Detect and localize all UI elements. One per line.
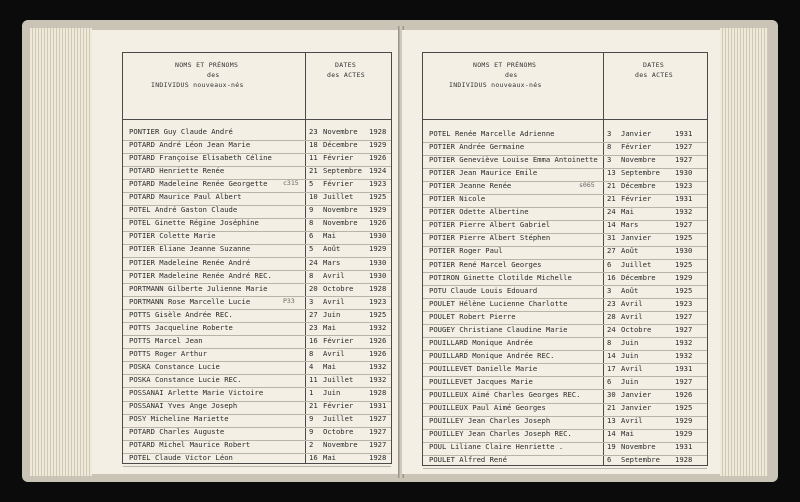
entry-name: POTIER Eliane Jeanne Suzanne bbox=[129, 244, 251, 254]
entry-name: POTARD Michel Maurice Robert bbox=[129, 440, 251, 450]
entry-name: POTARD Françoise Elisabeth Céline bbox=[129, 153, 272, 163]
right-header-names: NOMS ET PRÉNOMS bbox=[473, 61, 537, 69]
entry-day: 10 bbox=[309, 192, 318, 202]
entry-day: 18 bbox=[309, 140, 318, 150]
entry-month: Juillet bbox=[621, 259, 652, 269]
entry-month: Septembre bbox=[621, 455, 660, 465]
entry-month: Décembre bbox=[621, 272, 656, 282]
entry-day: 16 bbox=[607, 272, 616, 282]
entry-name: POUILLEY Jean Charles Joseph bbox=[429, 416, 551, 426]
entry-year: 1931 bbox=[675, 129, 693, 138]
entry-year: 1927 bbox=[675, 155, 693, 165]
entry-month: Septembre bbox=[323, 166, 362, 176]
entry-day: 6 bbox=[607, 376, 612, 386]
entry-day: 30 bbox=[607, 390, 616, 399]
entry-year: 1930 bbox=[369, 257, 387, 267]
entry-day: 2 bbox=[309, 440, 314, 450]
entry-month: Août bbox=[323, 244, 341, 254]
entry-year: 1927 bbox=[675, 324, 693, 334]
entry-name: PORTMANN Rose Marcelle Lucie bbox=[129, 296, 251, 306]
entry-name: POUILLEUX Paul Aimé Georges bbox=[429, 403, 546, 413]
left-header-dates: DATES bbox=[335, 61, 357, 69]
entry-month: Novembre bbox=[323, 440, 358, 450]
entry-name: POUILLEVET Jacques Marie bbox=[429, 376, 533, 386]
entry-month: Décembre bbox=[323, 140, 358, 150]
left-header-individus: INDIVIDUS nouveaux-nés bbox=[151, 81, 244, 89]
entry-day: 21 bbox=[607, 403, 616, 413]
entry-day: 24 bbox=[607, 207, 616, 217]
entry-month: Février bbox=[621, 142, 652, 152]
entry-name: POTIER Odette Albertine bbox=[429, 207, 529, 217]
entry-day: 19 bbox=[607, 442, 616, 452]
entry-day: 14 bbox=[607, 350, 616, 360]
page-edges-right bbox=[720, 28, 768, 476]
entry-day: 21 bbox=[607, 181, 616, 191]
entry-year: 1932 bbox=[369, 322, 387, 332]
entry-day: 3 bbox=[607, 129, 612, 138]
right-register-table bbox=[422, 52, 708, 466]
entry-year: 1926 bbox=[369, 348, 387, 358]
entry-year: 1925 bbox=[675, 285, 693, 295]
entry-day: 11 bbox=[309, 374, 318, 384]
entry-name: POTIER Madeleine Renée André bbox=[129, 257, 251, 267]
entry-day: 16 bbox=[309, 453, 318, 463]
entry-name: POULET Robert Pierre bbox=[429, 311, 516, 321]
right-header-dates: DATES bbox=[643, 61, 665, 69]
entry-month: Novembre bbox=[323, 218, 358, 228]
entry-month: Novembre bbox=[621, 442, 656, 452]
entry-day: 17 bbox=[607, 363, 616, 373]
entry-year: 1932 bbox=[675, 350, 693, 360]
entry-day: 20 bbox=[309, 283, 318, 293]
entry-year: 1929 bbox=[369, 140, 387, 150]
entry-year: 1925 bbox=[675, 233, 693, 243]
entry-day: 9 bbox=[309, 414, 314, 424]
entry-month: Juillet bbox=[323, 374, 354, 384]
entry-day: 13 bbox=[607, 168, 616, 178]
margin-note: s065 bbox=[579, 181, 595, 190]
entry-day: 3 bbox=[607, 285, 612, 295]
entry-day: 13 bbox=[607, 416, 616, 426]
entry-name: POTIER Pierre Albert Stéphen bbox=[429, 233, 551, 243]
entry-month: Février bbox=[323, 153, 354, 163]
right-header-actes: des ACTES bbox=[635, 71, 673, 79]
entry-name: POTIER Madeleine Renée André REC. bbox=[129, 270, 272, 280]
left-header-actes: des ACTES bbox=[327, 71, 365, 79]
entry-name: POTEL Ginette Régine Joséphine bbox=[129, 218, 259, 228]
entry-name: POTIER René Marcel Georges bbox=[429, 259, 542, 269]
entry-year: 1925 bbox=[675, 403, 693, 413]
entry-day: 23 bbox=[309, 127, 318, 136]
entry-year: 1924 bbox=[369, 166, 387, 176]
entry-year: 1923 bbox=[675, 181, 693, 191]
entry-day: 3 bbox=[607, 155, 612, 165]
entry-year: 1929 bbox=[675, 416, 693, 426]
entry-month: Juin bbox=[323, 309, 341, 319]
entry-year: 1928 bbox=[369, 388, 387, 397]
entry-day: 8 bbox=[309, 348, 314, 358]
entry-name: POTARD Maurice Paul Albert bbox=[129, 192, 242, 202]
entry-year: 1929 bbox=[675, 272, 693, 282]
entry-day: 14 bbox=[607, 220, 616, 230]
entry-month: Mai bbox=[323, 453, 336, 463]
entry-year: 1931 bbox=[675, 442, 693, 452]
entry-year: 1930 bbox=[675, 168, 693, 178]
entry-name: POTARD André Léon Jean Marie bbox=[129, 140, 251, 150]
entry-day: 23 bbox=[607, 298, 616, 308]
entry-day: 8 bbox=[309, 218, 314, 228]
entry-name: POUILLEUX Aimé Charles Georges REC. bbox=[429, 390, 581, 399]
entry-name: POSSANAI Arlette Marie Victoire bbox=[129, 388, 264, 397]
entry-month: Janvier bbox=[621, 129, 652, 138]
entry-day: 5 bbox=[309, 179, 314, 189]
entry-year: 1927 bbox=[675, 376, 693, 386]
entry-month: Juin bbox=[621, 376, 639, 386]
entry-day: 1 bbox=[309, 388, 314, 397]
entry-year: 1932 bbox=[369, 374, 387, 384]
entry-year: 1928 bbox=[369, 453, 387, 463]
left-header-names: NOMS ET PRÉNOMS bbox=[175, 61, 239, 69]
entry-name: POULET Hélène Lucienne Charlotte bbox=[429, 298, 568, 308]
entry-month: Février bbox=[621, 194, 652, 204]
entry-day: 23 bbox=[309, 322, 318, 332]
entry-name: POUILLEY Jean Charles Joseph REC. bbox=[429, 429, 572, 439]
left-table-header bbox=[123, 53, 391, 120]
entry-month: Juin bbox=[621, 350, 639, 360]
entry-month: Mai bbox=[323, 361, 336, 371]
entry-day: 8 bbox=[309, 270, 314, 280]
entry-year: 1930 bbox=[675, 246, 693, 256]
register-row bbox=[123, 449, 391, 467]
entry-year: 1925 bbox=[369, 192, 387, 202]
entry-year: 1927 bbox=[675, 142, 693, 152]
entry-year: 1927 bbox=[369, 440, 387, 450]
entry-month: Avril bbox=[323, 270, 345, 280]
entry-day: 24 bbox=[607, 324, 616, 334]
entry-year: 1928 bbox=[369, 127, 387, 136]
entry-name: POTTS Marcel Jean bbox=[129, 335, 203, 345]
entry-year: 1925 bbox=[369, 309, 387, 319]
entry-month: Août bbox=[621, 246, 639, 256]
entry-year: 1927 bbox=[369, 414, 387, 424]
entry-year: 1930 bbox=[369, 270, 387, 280]
entry-name: POTIER Colette Marie bbox=[129, 231, 216, 241]
entry-month: Novembre bbox=[621, 155, 656, 165]
register-row bbox=[423, 451, 707, 469]
entry-year: 1929 bbox=[675, 429, 693, 439]
entry-month: Mai bbox=[323, 231, 336, 241]
entry-day: 31 bbox=[607, 233, 616, 243]
entry-year: 1925 bbox=[675, 259, 693, 269]
entry-name: POTEL André Gaston Claude bbox=[129, 205, 238, 215]
entry-name: POTTS Jacqueline Roberte bbox=[129, 322, 233, 332]
entry-year: 1932 bbox=[369, 361, 387, 371]
entry-name: POTIER Pierre Albert Gabriel bbox=[429, 220, 551, 230]
entry-name: POTTS Gisèle Andrée REC. bbox=[129, 309, 233, 319]
left-header-des: des bbox=[207, 71, 220, 79]
entry-name: POTIER Jean Maurice Emile bbox=[429, 168, 538, 178]
entry-day: 21 bbox=[607, 194, 616, 204]
entry-name: POTIER Roger Paul bbox=[429, 246, 503, 256]
entry-day: 5 bbox=[309, 244, 314, 254]
entry-name: POUILLEVET Danielle Marie bbox=[429, 363, 538, 373]
entry-year: 1932 bbox=[675, 207, 693, 217]
entry-day: 16 bbox=[309, 335, 318, 345]
entry-month: Juin bbox=[621, 337, 639, 347]
entry-day: 14 bbox=[607, 429, 616, 439]
entry-day: 6 bbox=[309, 231, 314, 241]
entry-month: Avril bbox=[621, 298, 643, 308]
entry-year: 1926 bbox=[369, 335, 387, 345]
entry-month: Avril bbox=[323, 296, 345, 306]
entry-year: 1928 bbox=[369, 283, 387, 293]
left-column-divider bbox=[305, 53, 306, 119]
margin-note: c315 bbox=[283, 179, 299, 188]
entry-name: POUILLARD Monique Andrée bbox=[429, 337, 533, 347]
entry-name: POUL Liliane Claire Henriette . bbox=[429, 442, 564, 452]
entry-month: Mars bbox=[621, 220, 639, 230]
entry-name: POSY Micheline Mariette bbox=[129, 414, 229, 424]
entry-day: 8 bbox=[607, 142, 612, 152]
entry-month: Février bbox=[323, 335, 354, 345]
entry-day: 27 bbox=[309, 309, 318, 319]
page-edges-left bbox=[30, 28, 92, 476]
entry-month: Juin bbox=[323, 388, 341, 397]
entry-month: Avril bbox=[621, 416, 643, 426]
entry-month: Janvier bbox=[621, 403, 652, 413]
entry-year: 1931 bbox=[369, 401, 387, 411]
entry-month: Août bbox=[621, 285, 639, 295]
entry-month: Avril bbox=[621, 363, 643, 373]
entry-year: 1927 bbox=[675, 311, 693, 321]
entry-month: Octobre bbox=[323, 427, 354, 437]
entry-name: POTEL Renée Marcelle Adrienne bbox=[429, 129, 555, 138]
entry-year: 1926 bbox=[369, 218, 387, 228]
right-column-divider bbox=[603, 53, 604, 119]
right-header-des: des bbox=[505, 71, 518, 79]
entry-day: 21 bbox=[309, 401, 318, 411]
entry-day: 28 bbox=[607, 311, 616, 321]
entry-year: 1930 bbox=[369, 231, 387, 241]
entry-day: 6 bbox=[607, 259, 612, 269]
entry-year: 1931 bbox=[675, 363, 693, 373]
margin-note: P33 bbox=[283, 296, 295, 305]
entry-name: POTIER Andrée Germaine bbox=[429, 142, 525, 152]
entry-name: POSSANAI Yves Ange Joseph bbox=[129, 401, 238, 411]
left-page bbox=[92, 30, 400, 474]
entry-day: 8 bbox=[607, 337, 612, 347]
entry-year: 1929 bbox=[369, 244, 387, 254]
entry-day: 24 bbox=[309, 257, 318, 267]
entry-month: Octobre bbox=[621, 324, 652, 334]
entry-year: 1926 bbox=[675, 390, 693, 399]
entry-month: Avril bbox=[621, 311, 643, 321]
entry-month: Juillet bbox=[323, 414, 354, 424]
entry-name: POTTS Roger Arthur bbox=[129, 348, 207, 358]
entry-month: Mai bbox=[323, 322, 336, 332]
entry-name: POULET Alfred René bbox=[429, 455, 507, 465]
entry-month: Janvier bbox=[621, 390, 652, 399]
entry-month: Mars bbox=[323, 257, 341, 267]
entry-day: 9 bbox=[309, 205, 314, 215]
entry-name: POTARD Charles Auguste bbox=[129, 427, 225, 437]
entry-month: Juillet bbox=[323, 192, 354, 202]
entry-month: Mai bbox=[621, 207, 634, 217]
entry-month: Février bbox=[323, 401, 354, 411]
entry-day: 11 bbox=[309, 153, 318, 163]
entry-name: POUILLARD Monique Andrée REC. bbox=[429, 350, 555, 360]
entry-year: 1923 bbox=[369, 296, 387, 306]
entry-month: Janvier bbox=[621, 233, 652, 243]
entry-month: Avril bbox=[323, 348, 345, 358]
right-table-header bbox=[423, 53, 707, 120]
right-page bbox=[402, 30, 720, 474]
entry-year: 1928 bbox=[675, 455, 693, 465]
entry-month: Février bbox=[323, 179, 354, 189]
entry-year: 1929 bbox=[369, 205, 387, 215]
entry-name: PONTIER Guy Claude André bbox=[129, 127, 233, 136]
entry-day: 3 bbox=[309, 296, 314, 306]
entry-month: Octobre bbox=[323, 283, 354, 293]
entry-year: 1923 bbox=[675, 298, 693, 308]
entry-name: POTIER Nicole bbox=[429, 194, 486, 204]
entry-name: POTARD Henriette Renée bbox=[129, 166, 225, 176]
entry-year: 1931 bbox=[675, 194, 693, 204]
entry-month: Novembre bbox=[323, 205, 358, 215]
entry-month: Septembre bbox=[621, 168, 660, 178]
entry-day: 6 bbox=[607, 455, 612, 465]
entry-name: POTARD Madeleine Renée Georgette bbox=[129, 179, 268, 189]
entry-year: 1926 bbox=[369, 153, 387, 163]
entry-year: 1932 bbox=[675, 337, 693, 347]
right-header-individus: INDIVIDUS nouveaux-nés bbox=[449, 81, 542, 89]
entry-month: Décembre bbox=[621, 181, 656, 191]
entry-name: POSKA Constance Lucie bbox=[129, 361, 220, 371]
entry-name: POTIER Geneviève Louise Emma Antoinette bbox=[429, 155, 598, 165]
entry-name: POTEL Claude Victor Léon bbox=[129, 453, 233, 463]
entry-day: 4 bbox=[309, 361, 314, 371]
entry-day: 27 bbox=[607, 246, 616, 256]
entry-name: POTIRON Ginette Clotilde Michelle bbox=[429, 272, 572, 282]
entry-year: 1923 bbox=[369, 179, 387, 189]
entry-month: Novembre bbox=[323, 127, 358, 136]
entry-name: POTIER Jeanne Renée bbox=[429, 181, 512, 191]
entry-name: POTU Claude Louis Edouard bbox=[429, 285, 538, 295]
entry-name: POUGEY Christiane Claudine Marie bbox=[429, 324, 568, 334]
entry-name: POSKA Constance Lucie REC. bbox=[129, 374, 242, 384]
left-register-table bbox=[122, 52, 392, 464]
entry-name: PORTMANN Gilberte Julienne Marie bbox=[129, 283, 268, 293]
entry-year: 1927 bbox=[369, 427, 387, 437]
entry-month: Mai bbox=[621, 429, 634, 439]
entry-day: 21 bbox=[309, 166, 318, 176]
entry-day: 9 bbox=[309, 427, 314, 437]
entry-year: 1927 bbox=[675, 220, 693, 230]
